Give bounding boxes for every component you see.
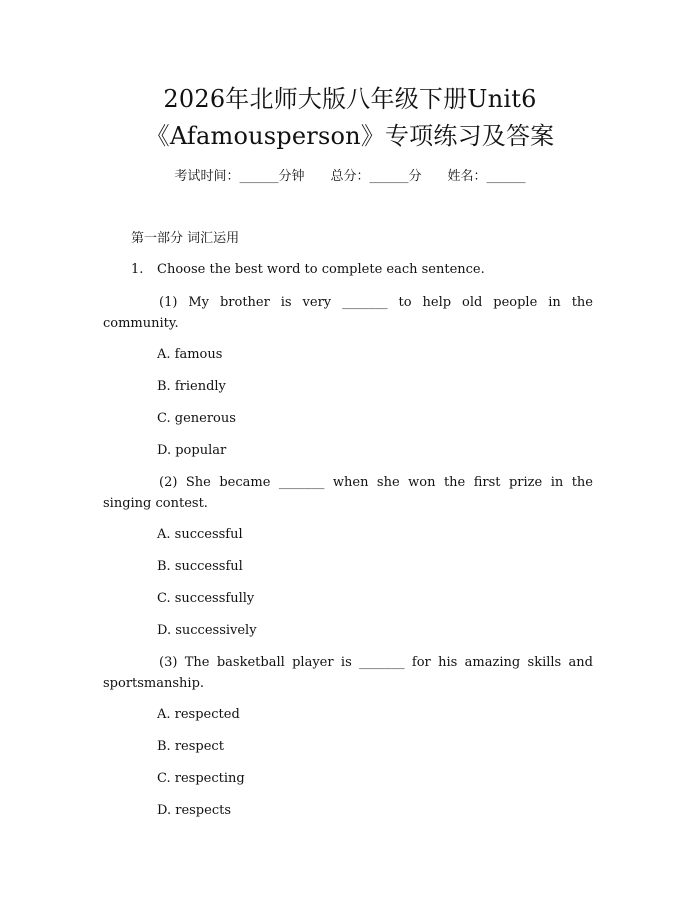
question-item-stem: (2) She became _______ when she won the first prize in the singing contest. (103, 475, 593, 511)
question-number: 1. (131, 262, 144, 277)
question-instruction: Choose the best word to complete each sentence. (157, 262, 485, 277)
option-d: D. popular (157, 443, 227, 458)
exam-info (0, 168, 700, 186)
option-a: A. famous (157, 347, 223, 362)
section-heading: 第一部分 词汇运用 (131, 231, 240, 246)
question-item-stem: (1) My brother is very _______ to help old people in the community. (103, 295, 593, 331)
option-b: B. friendly (157, 379, 226, 394)
option-a: A. respected (157, 707, 240, 722)
document-title-line-2: 《Afamousperson》专项练习及答案 (145, 122, 555, 150)
option-b: B. successful (157, 559, 243, 574)
option-c: C. successfully (157, 591, 255, 606)
option-b: B. respect (157, 739, 224, 754)
document-title-line-1: 2026年北师大版八年级下册Unit6 (163, 85, 537, 113)
option-c: C. generous (157, 411, 236, 426)
option-c: C. respecting (157, 771, 245, 786)
option-a: A. successful (157, 527, 243, 542)
exam-name-field: 姓名：______ (447, 169, 526, 184)
question-item-stem: (3) The basketball player is _______ for his amazing skills and sportsmanship. (103, 655, 593, 691)
exam-score-field: 总分：______分 (330, 169, 422, 184)
option-d: D. successively (157, 623, 257, 638)
exam-time-field: 考试时间：______分钟 (174, 169, 305, 184)
option-d: D. respects (157, 803, 231, 818)
